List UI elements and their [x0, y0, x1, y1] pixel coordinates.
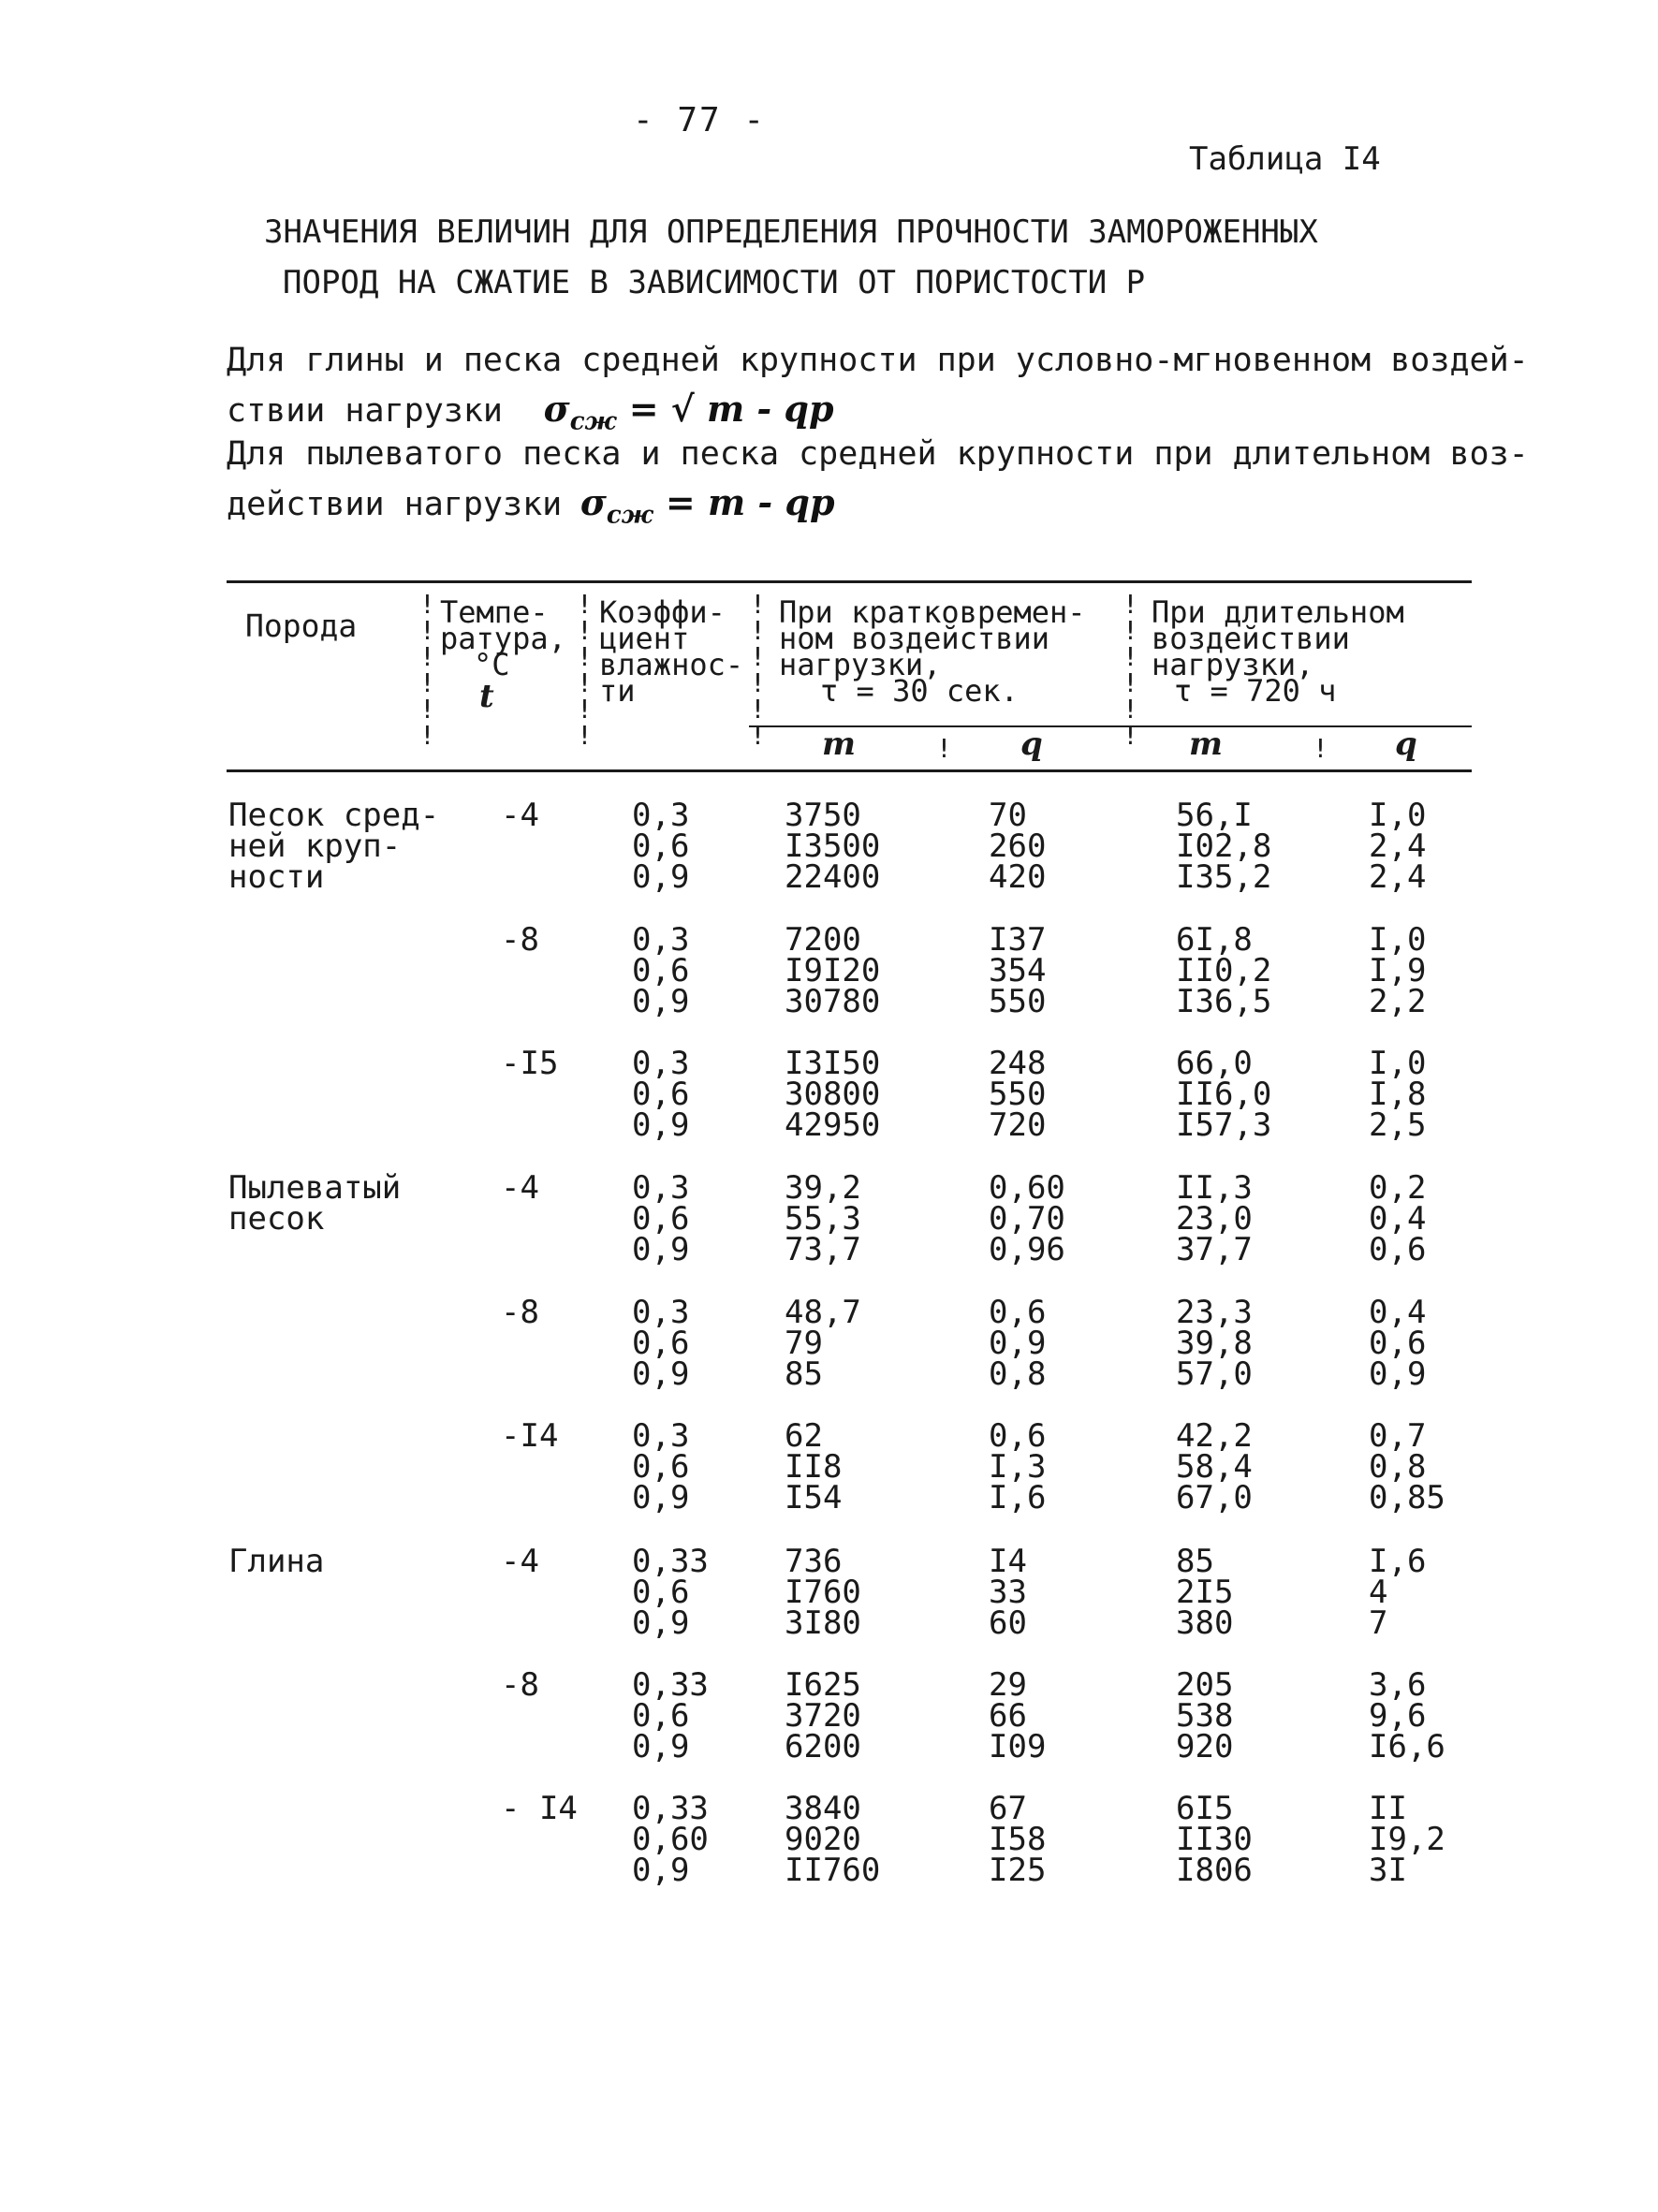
moisture-cell: 0,6 — [632, 1325, 690, 1362]
moisture-cell: 0,33 — [632, 1666, 709, 1704]
long-term-q-cell: 3I — [1369, 1852, 1407, 1889]
short-term-m-cell: 48,7 — [785, 1294, 861, 1331]
temperature-cell: -8 — [501, 921, 539, 959]
long-term-q-values — [1369, 1543, 1427, 1642]
header-long-term — [1152, 594, 1404, 709]
long-term-q-cell: 0,2 — [1369, 1169, 1427, 1207]
long-term-q-cell: 3,6 — [1369, 1666, 1427, 1704]
short-term-m-cell: 30800 — [785, 1076, 881, 1113]
short-term-q-cell: I09 — [989, 1728, 1047, 1765]
short-term-q-cell: I,3 — [989, 1448, 1047, 1486]
header-temperature-line-1: Темпе- — [440, 594, 549, 630]
long-term-q-values — [1369, 1294, 1427, 1393]
rock-cell: ней круп- — [228, 828, 402, 865]
short-term-m-cell: 6200 — [785, 1728, 861, 1765]
long-term-q-values — [1369, 1666, 1445, 1765]
rock-cell: песок — [228, 1200, 325, 1238]
moisture-cell: 0,9 — [632, 1106, 690, 1144]
long-term-q-cell: 7 — [1369, 1604, 1388, 1642]
short-term-q-cell: 0,6 — [989, 1294, 1047, 1331]
short-term-q-cell: 550 — [989, 1076, 1047, 1113]
header-separator-4: ! ! ! ! ! ! — [1122, 589, 1138, 751]
short-term-m-cell: 85 — [785, 1355, 823, 1393]
short-term-q-cell: I4 — [989, 1543, 1027, 1580]
temperature-cell: -I5 — [501, 1045, 559, 1082]
long-term-q-cell: 0,7 — [1369, 1417, 1427, 1455]
short-term-q-cell: 0,6 — [989, 1417, 1047, 1455]
long-term-q-cell: I,0 — [1369, 797, 1427, 834]
moisture-values — [632, 1417, 690, 1516]
moisture-cell: 0,3 — [632, 1169, 690, 1207]
temperature-value — [501, 797, 539, 834]
rock-cell: Глина — [228, 1543, 325, 1580]
temperature-value — [501, 1045, 559, 1082]
long-term-m-cell: I02,8 — [1176, 828, 1272, 865]
moisture-values — [632, 1169, 690, 1268]
temperature-value — [501, 1417, 559, 1455]
temperature-cell: -4 — [501, 1543, 539, 1580]
long-term-m-values — [1176, 1666, 1234, 1765]
long-term-q-cell: 2,4 — [1369, 858, 1427, 896]
long-term-m-cell: 23,3 — [1176, 1294, 1253, 1331]
formula-short-term — [543, 388, 834, 436]
long-term-m-cell: II30 — [1176, 1821, 1253, 1858]
header-separator-1: ! ! ! ! ! ! — [419, 589, 435, 751]
temperature-value — [501, 1294, 539, 1331]
header-moisture-line-3: влажнос- — [599, 647, 744, 682]
moisture-cell: 0,9 — [632, 983, 690, 1020]
long-term-q-values — [1369, 1417, 1445, 1516]
short-term-m-cell: 55,3 — [785, 1200, 861, 1238]
header-short-term-line-3: нагрузки, — [779, 647, 942, 682]
temperature-value — [501, 1790, 578, 1827]
short-term-q-cell: 720 — [989, 1106, 1047, 1144]
rock-name — [228, 1169, 402, 1238]
moisture-values — [632, 1294, 690, 1393]
rock-cell: Пылеватый — [228, 1169, 402, 1207]
intro-line-4: действии нагрузки — [227, 486, 563, 523]
header-separator-2: ! ! ! ! ! ! — [577, 589, 593, 751]
short-term-m-cell: 7200 — [785, 921, 861, 959]
short-term-q-cell: 60 — [989, 1604, 1027, 1642]
moisture-cell: 0,9 — [632, 1728, 690, 1765]
short-term-q-values — [989, 1543, 1027, 1642]
short-term-m-cell: 42950 — [785, 1106, 881, 1144]
short-term-q-cell: 67 — [989, 1790, 1027, 1827]
temperature-cell: -4 — [501, 797, 539, 834]
long-term-m-cell: II,3 — [1176, 1169, 1253, 1207]
long-term-q-values — [1369, 797, 1427, 896]
moisture-values — [632, 797, 690, 896]
long-term-q-cell: I9,2 — [1369, 1821, 1445, 1858]
subheader-q-short: q — [1020, 725, 1043, 763]
short-term-m-cell: 39,2 — [785, 1169, 861, 1207]
short-term-m-cell: 22400 — [785, 858, 881, 896]
moisture-cell: 0,9 — [632, 1355, 690, 1393]
short-term-m-cell: I3I50 — [785, 1045, 881, 1082]
subheader-separator-long: ! — [1313, 733, 1328, 764]
long-term-q-cell: 0,85 — [1369, 1479, 1445, 1516]
long-term-q-values — [1369, 1169, 1427, 1268]
short-term-q-cell: I58 — [989, 1821, 1047, 1858]
moisture-cell: 0,3 — [632, 1045, 690, 1082]
moisture-cell: 0,6 — [632, 1448, 690, 1486]
moisture-values — [632, 921, 690, 1020]
long-term-m-cell: 42,2 — [1176, 1417, 1253, 1455]
formula-long-sub: сж — [606, 501, 653, 530]
header-long-term-line-2: воздействии — [1152, 621, 1350, 656]
long-term-m-cell: 205 — [1176, 1666, 1234, 1704]
short-term-m-values — [785, 921, 881, 1020]
temperature-cell: -8 — [501, 1666, 539, 1704]
short-term-m-values — [785, 1045, 881, 1144]
short-term-m-cell: 73,7 — [785, 1231, 861, 1268]
long-term-m-values — [1176, 1294, 1253, 1393]
temperature-cell: -I4 — [501, 1417, 559, 1455]
long-term-m-cell: I806 — [1176, 1852, 1253, 1889]
moisture-cell: 0,6 — [632, 1200, 690, 1238]
short-term-m-cell: 736 — [785, 1543, 843, 1580]
short-term-q-cell: 354 — [989, 952, 1047, 989]
short-term-m-values — [785, 1543, 861, 1642]
long-term-m-cell: 538 — [1176, 1697, 1234, 1735]
long-term-m-values — [1176, 921, 1272, 1020]
intro-line-2-wrap — [227, 388, 834, 436]
table-title-line-1: ЗНАЧЕНИЯ ВЕЛИЧИН ДЛЯ ОПРЕДЕЛЕНИЯ ПРОЧНОСТИ ЗАМОРОЖЕННЫХ — [264, 213, 1318, 251]
long-term-q-cell: 0,9 — [1369, 1355, 1427, 1393]
short-term-q-cell: 550 — [989, 983, 1047, 1020]
table-header-bottom-rule — [227, 769, 1472, 772]
formula-long-rhs: = m - qp — [653, 481, 835, 523]
moisture-cell: 0,33 — [632, 1543, 709, 1580]
header-rock: Порода — [245, 608, 358, 644]
long-term-m-cell: II0,2 — [1176, 952, 1272, 989]
long-term-m-cell: I36,5 — [1176, 983, 1272, 1020]
long-term-m-cell: 2I5 — [1176, 1574, 1234, 1611]
rock-cell: ности — [228, 858, 325, 896]
short-term-q-values — [989, 1294, 1047, 1393]
header-moisture-line-4: ти — [599, 673, 636, 709]
subheader-separator-short: ! — [936, 733, 952, 764]
intro-line-2: ствии нагрузки — [227, 392, 504, 430]
short-term-m-cell: I9I20 — [785, 952, 881, 989]
short-term-q-values — [989, 797, 1047, 896]
formula-short-sigma: σ — [543, 388, 570, 430]
short-term-m-values — [785, 797, 881, 896]
header-separator-3: ! ! ! ! ! ! — [750, 589, 766, 751]
formula-short-rhs: = √ m - qp — [616, 388, 834, 430]
short-term-q-values — [989, 1045, 1047, 1144]
long-term-m-cell: 85 — [1176, 1543, 1214, 1580]
long-term-q-cell: II — [1369, 1790, 1407, 1827]
moisture-cell: 0,9 — [632, 1604, 690, 1642]
long-term-q-cell: I,8 — [1369, 1076, 1427, 1113]
long-term-m-values — [1176, 1169, 1253, 1268]
subheader-q-long: q — [1395, 725, 1417, 763]
long-term-q-cell: I,0 — [1369, 1045, 1427, 1082]
long-term-q-values — [1369, 1790, 1445, 1889]
long-term-m-cell: 6I,8 — [1176, 921, 1253, 959]
table-title-line-2: ПОРОД НА СЖАТИЕ В ЗАВИСИМОСТИ ОТ ПОРИСТОСТИ Р — [283, 264, 1146, 301]
long-term-q-values — [1369, 1045, 1427, 1144]
page-number: - 77 - — [633, 101, 767, 139]
long-term-m-cell: I57,3 — [1176, 1106, 1272, 1144]
intro-line-3: Для пылеватого песка и песка средней крупности при длительном воз- — [227, 435, 1529, 473]
short-term-q-cell: 0,96 — [989, 1231, 1065, 1268]
moisture-cell: 0,9 — [632, 1852, 690, 1889]
header-short-term-line-4: τ = 30 сек. — [820, 673, 1019, 709]
short-term-m-cell: II8 — [785, 1448, 843, 1486]
moisture-cell: 0,6 — [632, 1697, 690, 1735]
short-term-m-cell: 30780 — [785, 983, 881, 1020]
header-moisture — [599, 594, 744, 709]
moisture-cell: 0,60 — [632, 1821, 709, 1858]
long-term-q-cell: 2,2 — [1369, 983, 1427, 1020]
long-term-q-values — [1369, 921, 1427, 1020]
long-term-m-values — [1176, 1790, 1253, 1889]
short-term-q-cell: I37 — [989, 921, 1047, 959]
short-term-q-values — [989, 1666, 1047, 1765]
moisture-cell: 0,9 — [632, 1231, 690, 1268]
short-term-q-values — [989, 921, 1047, 1020]
intro-line-4-wrap — [227, 481, 835, 530]
temperature-value — [501, 1169, 539, 1207]
short-term-q-cell: 260 — [989, 828, 1047, 865]
long-term-m-cell: 920 — [1176, 1728, 1234, 1765]
header-temperature-line-2: ратура, — [440, 621, 566, 656]
short-term-q-values — [989, 1790, 1047, 1889]
short-term-q-cell: 29 — [989, 1666, 1027, 1704]
short-term-m-cell: I3500 — [785, 828, 881, 865]
short-term-q-cell: 33 — [989, 1574, 1027, 1611]
long-term-q-cell: 0,4 — [1369, 1200, 1427, 1238]
long-term-m-cell: 37,7 — [1176, 1231, 1253, 1268]
short-term-m-values — [785, 1294, 861, 1393]
long-term-q-cell: 4 — [1369, 1574, 1388, 1611]
header-short-term-line-2: ном воздействии — [779, 621, 1049, 656]
moisture-values — [632, 1045, 690, 1144]
temperature-cell: -8 — [501, 1294, 539, 1331]
moisture-cell: 0,9 — [632, 1479, 690, 1516]
formula-long-sigma: σ — [580, 481, 607, 523]
long-term-q-cell: I,6 — [1369, 1543, 1427, 1580]
long-term-m-values — [1176, 797, 1272, 896]
long-term-m-cell: II6,0 — [1176, 1076, 1272, 1113]
short-term-m-cell: 62 — [785, 1417, 823, 1455]
short-term-m-values — [785, 1666, 861, 1765]
temperature-value — [501, 1543, 539, 1580]
formula-long-term — [580, 481, 835, 530]
temperature-value — [501, 1666, 539, 1704]
long-term-m-cell: 66,0 — [1176, 1045, 1253, 1082]
short-term-q-cell: 70 — [989, 797, 1027, 834]
long-term-m-cell: 67,0 — [1176, 1479, 1253, 1516]
header-temperature — [440, 594, 566, 715]
long-term-m-values — [1176, 1543, 1234, 1642]
long-term-q-cell: 0,8 — [1369, 1448, 1427, 1486]
short-term-q-values — [989, 1417, 1047, 1516]
short-term-m-cell: II760 — [785, 1852, 881, 1889]
short-term-m-cell: 3720 — [785, 1697, 861, 1735]
long-term-m-cell: 23,0 — [1176, 1200, 1253, 1238]
moisture-cell: 0,6 — [632, 1574, 690, 1611]
long-term-q-cell: 2,5 — [1369, 1106, 1427, 1144]
long-term-m-cell: 57,0 — [1176, 1355, 1253, 1393]
short-term-m-values — [785, 1417, 843, 1516]
header-long-term-line-3: нагрузки, — [1152, 647, 1314, 682]
long-term-m-values — [1176, 1045, 1272, 1144]
short-term-q-cell: 420 — [989, 858, 1047, 896]
long-term-m-values — [1176, 1417, 1253, 1516]
long-term-m-cell: 56,I — [1176, 797, 1253, 834]
moisture-cell: 0,9 — [632, 858, 690, 896]
header-short-term — [779, 594, 1086, 709]
moisture-cell: 0,6 — [632, 952, 690, 989]
short-term-m-cell: 3I80 — [785, 1604, 861, 1642]
long-term-m-cell: 380 — [1176, 1604, 1234, 1642]
rock-name — [228, 1543, 325, 1580]
short-term-q-cell: 0,9 — [989, 1325, 1047, 1362]
rock-cell: Песок сред- — [228, 797, 440, 834]
short-term-m-cell: 9020 — [785, 1821, 861, 1858]
table-subheader-rule — [749, 725, 1472, 727]
header-short-term-line-1: При кратковремен- — [779, 594, 1086, 630]
moisture-cell: 0,33 — [632, 1790, 709, 1827]
short-term-m-cell: I54 — [785, 1479, 843, 1516]
short-term-m-cell: 3840 — [785, 1790, 861, 1827]
moisture-cell: 0,6 — [632, 828, 690, 865]
moisture-values — [632, 1666, 709, 1765]
short-term-q-values — [989, 1169, 1065, 1268]
short-term-q-cell: 66 — [989, 1697, 1027, 1735]
long-term-q-cell: I,9 — [1369, 952, 1427, 989]
short-term-q-cell: I,6 — [989, 1479, 1047, 1516]
short-term-m-cell: I760 — [785, 1574, 861, 1611]
long-term-m-cell: 6I5 — [1176, 1790, 1234, 1827]
short-term-m-cell: I625 — [785, 1666, 861, 1704]
short-term-q-cell: 0,8 — [989, 1355, 1047, 1393]
long-term-m-cell: I35,2 — [1176, 858, 1272, 896]
formula-short-sub: сж — [569, 407, 617, 436]
subheader-m-short: m — [822, 725, 856, 763]
long-term-m-cell: 58,4 — [1176, 1448, 1253, 1486]
long-term-q-cell: 0,4 — [1369, 1294, 1427, 1331]
long-term-m-cell: 39,8 — [1176, 1325, 1253, 1362]
header-long-term-line-1: При длительном — [1152, 594, 1404, 630]
short-term-m-values — [785, 1790, 881, 1889]
header-long-term-line-4: τ = 720 ч — [1174, 673, 1337, 709]
short-term-q-cell: 0,60 — [989, 1169, 1065, 1207]
table-top-rule — [227, 580, 1472, 583]
moisture-cell: 0,3 — [632, 1417, 690, 1455]
moisture-values — [632, 1790, 709, 1889]
long-term-q-cell: 2,4 — [1369, 828, 1427, 865]
short-term-q-cell: I25 — [989, 1852, 1047, 1889]
header-moisture-line-1: Коэффи- — [599, 594, 726, 630]
moisture-cell: 0,6 — [632, 1076, 690, 1113]
temperature-cell: - I4 — [501, 1790, 578, 1827]
temperature-cell: -4 — [501, 1169, 539, 1207]
long-term-q-cell: 0,6 — [1369, 1231, 1427, 1268]
short-term-m-cell: 79 — [785, 1325, 823, 1362]
subheader-m-long: m — [1189, 725, 1223, 763]
moisture-cell: 0,3 — [632, 797, 690, 834]
long-term-q-cell: 9,6 — [1369, 1697, 1427, 1735]
rock-name — [228, 797, 440, 896]
short-term-q-cell: 248 — [989, 1045, 1047, 1082]
temperature-value — [501, 921, 539, 959]
moisture-cell: 0,3 — [632, 1294, 690, 1331]
long-term-q-cell: I,0 — [1369, 921, 1427, 959]
header-temperature-symbol: t — [479, 678, 494, 715]
long-term-q-cell: 0,6 — [1369, 1325, 1427, 1362]
moisture-values — [632, 1543, 709, 1642]
table-name: Таблица I4 — [1189, 140, 1381, 178]
long-term-q-cell: I6,6 — [1369, 1728, 1445, 1765]
header-temperature-unit: °С — [474, 647, 510, 682]
moisture-cell: 0,3 — [632, 921, 690, 959]
short-term-m-cell: 3750 — [785, 797, 861, 834]
short-term-q-cell: 0,70 — [989, 1200, 1065, 1238]
intro-line-1: Для глины и песка средней крупности при условно-мгновенном воздей- — [227, 342, 1529, 379]
header-moisture-line-2: циент — [599, 621, 690, 656]
short-term-m-values — [785, 1169, 861, 1268]
